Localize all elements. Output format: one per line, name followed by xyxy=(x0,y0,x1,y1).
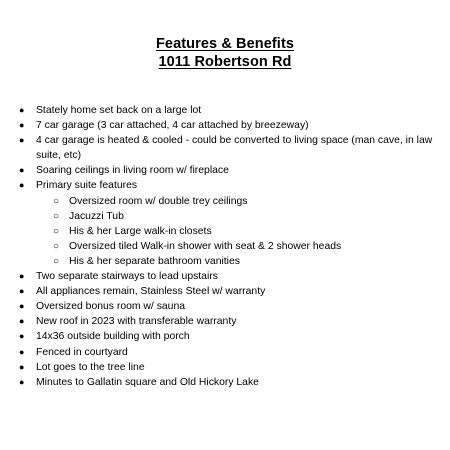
hollow-bullet-icon: ○ xyxy=(53,195,60,207)
list-item xyxy=(0,314,450,329)
list-item-text: His & her separate bathroom vanities xyxy=(69,255,240,267)
document-title: Features & Benefits xyxy=(155,36,295,52)
list-item-text: Oversized tiled Walk-in shower with seat & 2 shower heads xyxy=(69,240,342,252)
bullet-icon: ● xyxy=(19,316,25,327)
list-item xyxy=(0,269,450,284)
bullet-icon: ● xyxy=(19,271,25,282)
list-item xyxy=(0,178,450,193)
list-item-text: Jacuzzi Tub xyxy=(69,210,124,222)
bullet-icon: ● xyxy=(19,301,25,312)
list-item xyxy=(0,118,450,133)
sub-list-item xyxy=(0,254,450,269)
list-item xyxy=(0,360,450,375)
list-item-text: 4 car garage is heated & cooled - could be converted to living space (man cave, in law suite, etc) xyxy=(36,135,433,162)
list-item-text: Stately home set back on a large lot xyxy=(36,105,202,116)
list-item-text: All appliances remain, Stainless Steel w/ warranty xyxy=(36,286,266,298)
hollow-bullet-icon: ○ xyxy=(53,210,60,222)
hollow-bullet-icon: ○ xyxy=(53,225,60,237)
sub-list-item xyxy=(0,239,450,254)
list-item xyxy=(0,284,450,299)
bullet-icon: ● xyxy=(19,331,25,342)
list-item-text: 7 car garage (3 car attached, 4 car attached by breezeway) xyxy=(36,120,309,132)
hollow-bullet-icon: ○ xyxy=(53,255,60,267)
list-item xyxy=(0,299,450,314)
list-item-text: Oversized room w/ double trey ceilings xyxy=(69,195,248,207)
features-list xyxy=(0,103,450,390)
list-item-text: Fenced in courtyard xyxy=(36,346,128,358)
bullet-icon: ● xyxy=(19,286,25,297)
property-address: 1011 Robertson Rd xyxy=(158,54,292,70)
bullet-icon: ● xyxy=(19,376,25,387)
list-item-text: New roof in 2023 with transferable warranty xyxy=(36,316,237,328)
list-item-text: Primary suite features xyxy=(36,180,138,192)
list-item-text: Lot goes to the tree line xyxy=(36,361,145,373)
bullet-icon: ● xyxy=(19,165,25,176)
list-item-text: Soaring ceilings in living room w/ fireplace xyxy=(36,165,229,177)
bullet-icon: ● xyxy=(19,105,25,115)
list-item xyxy=(0,329,450,344)
list-item-text: Minutes to Gallatin square and Old Hickory Lake xyxy=(36,376,259,388)
bullet-icon: ● xyxy=(19,361,25,372)
sub-list-item xyxy=(0,194,450,209)
list-item xyxy=(0,375,450,390)
list-item-text: Oversized bonus room w/ sauna xyxy=(36,301,186,313)
list-item-text: His & her Large walk-in closets xyxy=(69,225,212,237)
list-item xyxy=(0,345,450,360)
list-item-text: Two separate stairways to lead upstairs xyxy=(36,271,218,283)
list-item-text: 14x36 outside building with porch xyxy=(36,331,190,343)
bullet-icon: ● xyxy=(19,135,25,146)
sub-list-item xyxy=(0,209,450,224)
bullet-icon: ● xyxy=(19,180,25,191)
hollow-bullet-icon: ○ xyxy=(53,240,60,252)
list-item xyxy=(0,163,450,178)
sub-list-item xyxy=(0,224,450,239)
list-item xyxy=(0,133,450,163)
bullet-icon: ● xyxy=(19,346,25,357)
list-item xyxy=(0,103,450,118)
bullet-icon: ● xyxy=(19,120,25,131)
